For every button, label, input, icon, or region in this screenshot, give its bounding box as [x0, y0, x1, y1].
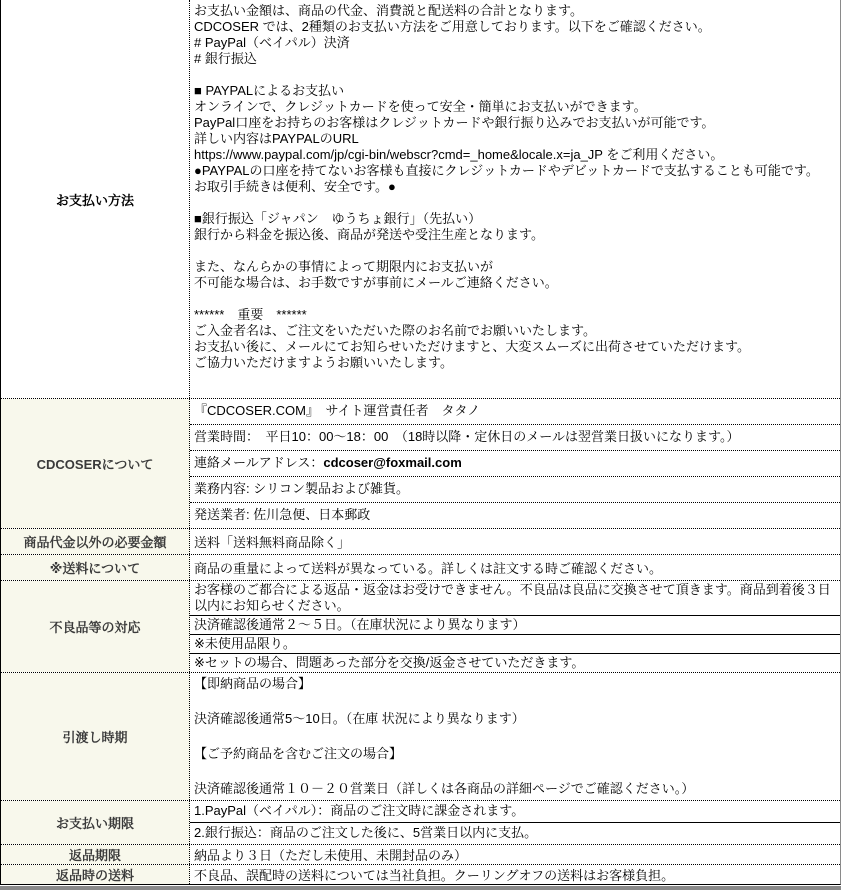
- return-deadline-header: 返品期限: [1, 845, 190, 864]
- row-shipping-note: [1, 554, 840, 580]
- row-payment-deadline: [1, 800, 840, 844]
- defective-processing-time: 決済確認後通常２～５日。（在庫状況により異なります）: [190, 615, 840, 634]
- row-payment-method: [1, 0, 840, 398]
- bank-section-title: ■銀行振込「ジャパン ゆうちょ銀行」（先払い）: [194, 211, 482, 226]
- extra-fees-content: 送料「送料無料商品除く」: [194, 535, 351, 550]
- important-notice-title: ****** 重要 ******: [194, 307, 307, 322]
- payment-text-line: CDCOSER では、2種類のお支払い方法をご用意しております。以下をご確認ください。: [194, 19, 711, 34]
- deadline-paypal: 1.PayPal（ベイパル）：商品のご注文時に課金されます。: [194, 802, 525, 818]
- blank-line: [194, 243, 836, 259]
- business-description: 業務内容: シリコン製品および雑貨。: [190, 476, 840, 502]
- delivery-time-header: 引渡し時期: [1, 673, 190, 800]
- payment-text-line: 銀行から料金を振込後、商品が発送や受注生産となります。: [194, 227, 544, 242]
- payment-deadline-header: お支払い期限: [1, 801, 190, 844]
- contact-email[interactable]: cdcoser@foxmail.com: [323, 455, 462, 470]
- blank-line: [194, 291, 836, 307]
- payment-method-header: お支払い方法: [1, 0, 190, 398]
- deadline-bank: 2.銀行振込：商品のご注文した後に、5営業日以内に支払。: [190, 822, 840, 844]
- payment-text-line: ご協力いただけますようお願いいたします。: [194, 355, 453, 370]
- return-deadline-content: 納品より３日（ただし未使用、未開封品のみ）: [194, 847, 468, 863]
- defective-items-header: 不良品等の対応: [1, 581, 190, 672]
- shipping-note-header: ※送料について: [1, 555, 190, 580]
- payment-option-bank: # 銀行振込: [194, 51, 257, 66]
- bottom-divider-bar: [0, 886, 841, 890]
- payment-text-line: 詳しい内容はPAYPALのURL: [194, 131, 359, 146]
- payment-text-line: お取引手続きは便利、安全です。●: [194, 179, 396, 194]
- about-content: [190, 399, 840, 528]
- shipping-note-content: 商品の重量によって送料が異なっている。詳しくは註文する時ご確認ください。: [194, 561, 663, 576]
- row-about-cdcoser: [1, 398, 840, 528]
- defective-policy: お客様のご都合による返品・返金はお受けできません。不良品は良品に交換させて頂きます。商品到着後３日以内にお知らせください。: [194, 582, 831, 613]
- blank-line: [194, 195, 836, 211]
- paypal-section-title: ■ PAYPALによるお支払い: [194, 83, 345, 98]
- site-operator: 『CDCOSER.COM』 サイト運営責任者 タタノ: [194, 403, 481, 418]
- delivery-in-stock-title: 【即納商品の場合】: [194, 676, 312, 691]
- paypal-url-line[interactable]: https://www.paypal.com/jp/cgi-bin/webscr?cmd=_home&locale.x=ja_JP をご利用ください。: [194, 147, 724, 162]
- defective-unused-only: ※未使用品限り。: [190, 634, 840, 653]
- row-return-shipping: [1, 864, 840, 884]
- extra-fees-header: 商品代金以外の必要金額: [1, 529, 190, 554]
- delivery-preorder-title: 【ご予約商品を含むご注文の場合】: [194, 746, 403, 761]
- row-extra-fees: [1, 528, 840, 554]
- payment-text-line: ご入金者名は、ご注文をいただいた際のお名前でお願いいたします。: [194, 323, 596, 338]
- blank-line: [194, 728, 836, 746]
- contact-label: 連絡メールアドレス：: [194, 455, 324, 470]
- defective-items-content: [190, 581, 840, 672]
- payment-text-line: お支払い金額は、商品の代金、消費説と配送料の合計となります。: [194, 3, 583, 18]
- payment-text-line: ●PAYPALの口座を持てないお客様も直接にクレジットカードやデビットカードで支払することも可能です。: [194, 163, 819, 178]
- defective-set-policy: ※セットの場合、問題あった部分を交換/返金させていただきます。: [190, 653, 840, 672]
- payment-text-line: お支払い後に、メールにてお知らせいただけますと、大変スムーズに出荷させていただけます。: [194, 339, 751, 354]
- delivery-in-stock-time: 決済確認後通常5～10日。（在庫 状況により異なります）: [194, 711, 525, 726]
- row-return-deadline: [1, 844, 840, 864]
- business-hours: 営業時間： 平日10：00～18：00 （18時以降・定休日のメールは翌営業日扱いになります。）: [190, 424, 840, 450]
- row-defective-items: [1, 580, 840, 672]
- contact-row: [190, 450, 840, 476]
- blank-line: [194, 67, 836, 83]
- blank-line: [194, 693, 836, 711]
- payment-option-paypal: # PayPal（ベイパル）決済: [194, 35, 350, 50]
- delivery-preorder-time: 決済確認後通常１０－２０営業日（詳しくは各商品の詳細ページでご確認ください。）: [194, 781, 695, 796]
- return-shipping-content: 不良品、誤配時の送料については当社負担。クーリングオフの送料はお客様負担。: [194, 867, 675, 883]
- row-delivery-time: [1, 672, 840, 800]
- return-shipping-header: 返品時の送料: [1, 865, 190, 884]
- payment-text-line: また、なんらかの事情によって期限内にお支払いが: [194, 259, 494, 274]
- delivery-time-content: [190, 673, 840, 800]
- shipping-carriers: 発送業者: 佐川急便、日本郵政: [190, 502, 840, 528]
- about-header: CDCOSERについて: [1, 399, 190, 528]
- payment-deadline-content: [190, 801, 840, 844]
- payment-text-line: オンラインで、クレジットカードを使って安全・簡単にお支払いができます。: [194, 99, 647, 114]
- payment-method-content: [190, 0, 840, 398]
- blank-line: [194, 763, 836, 781]
- payment-text-line: 不可能な場合は、お手数ですが事前にメールご連絡ください。: [194, 275, 558, 290]
- payment-text-line: PayPal口座をお持ちのお客様はクレジットカードや銀行振り込みでお支払いが可能です。: [194, 115, 715, 130]
